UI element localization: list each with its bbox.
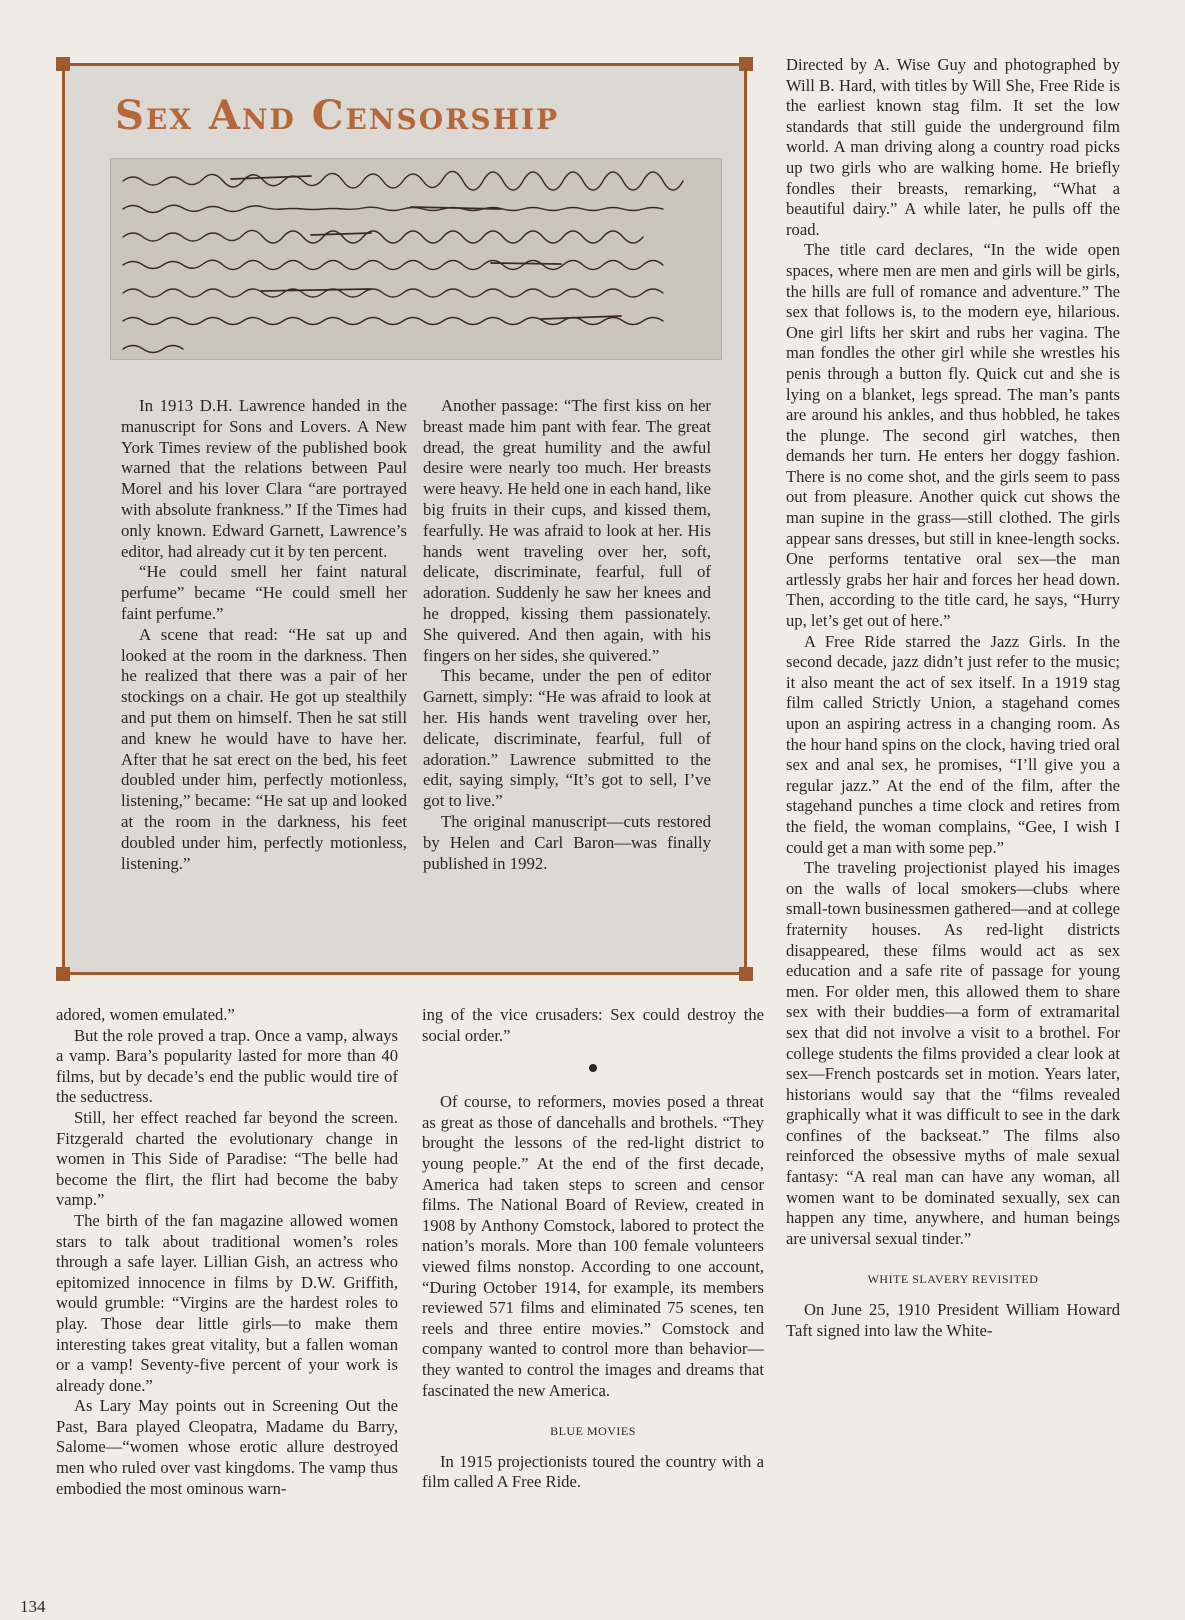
paragraph: On June 25, 1910 President William Howard Taft signed into law the White- (786, 1300, 1120, 1340)
sidebar-column-right (423, 396, 711, 874)
sidebar-paragraph: A scene that read: “He sat up and looked at the room in the darkness. Then he realized that there was a pair of her stockings on a chair. He got up stealthily and put them on himself. Then he sat still and knew he would have to have her. After that he sat erect on the bed, his feet doubled under him, perfectly motionless, listening,” became: “He sat up and looked at the room in the darkness, his feet doubled under him, perfectly motionless, listening.” (121, 624, 407, 873)
handwriting-icon (111, 159, 721, 359)
column-right (786, 55, 1120, 1341)
paragraph: But the role proved a trap. Once a vamp, always a vamp. Bara’s popularity lasted for more than 40 films, but by decade’s end the public would tire of the seductress. (56, 1025, 398, 1107)
paragraph: In 1915 projectionists toured the country with a film called A Free Ride. (422, 1451, 764, 1492)
subhead-blue-movies: BLUE MOVIES (550, 1424, 636, 1439)
corner-ornament (739, 57, 753, 71)
paragraph: Of course, to reformers, movies posed a threat as great as those of dancehalls and brothels. “They brought the lessons of the red-light district to young people.” At the end of the first decade, America had taken steps to screen and censor films. The National Board of Review, created in 1908 by Anthony Comstock, labored to protect the nation’s morals. More than 100 female volunteers viewed films nonstop. According to one account, “During October 1914, for example, its members reviewed 571 films and eliminated 75 scenes, ten reels and three entire movies.” Comstock and company wanted to control more than behavior—they wanted to control the images and dreams that fascinated the new America. (422, 1092, 764, 1400)
column-left (56, 1005, 398, 1499)
corner-ornament (56, 57, 70, 71)
sidebar-box (62, 63, 747, 975)
section-bullet-icon (589, 1064, 597, 1072)
sidebar-paragraph: Another passage: “The first kiss on her breast made him pant with fear. The great dread, the great humility and the awful desire were nearly too much. Her breasts were heavy. He held one in each hand, like big fruits in their cups, and kissed them, fearfully. He was afraid to look at her. His hands went traveling over her, soft, delicate, discriminate, fearful, full of adoration. Suddenly he saw her knees and he dropped, kissing them passionately. She quivered. And then again, with his fingers on her sides, she quivered.” (423, 396, 711, 665)
sidebar-title: Sex And Censorship (115, 92, 560, 139)
paragraph: A Free Ride starred the Jazz Girls. In the second decade, jazz didn’t just refer to the music; it also meant the act of sex itself. In a 1919 stag film called Strictly Union, a stagehand comes upon an aspiring actress in a changing room. As the hour hand spins on the clock, having tried oral sex and anal sex, he promises, “I’ll give you a regular jazz.” At the end of the film, after the stagehand punches a time clock and retires from the field, the woman complains, “Gee, I wish I could get a man with some pep.” (786, 631, 1120, 857)
paragraph: As Lary May points out in Screening Out the Past, Bara played Cleopatra, Madame du Barry, Salome—“women whose erotic allure destroyed men who ruled over vast kingdoms. The vamp thus embodied the most ominous warn- (56, 1396, 398, 1498)
sidebar-column-left (121, 396, 407, 874)
sidebar-paragraph: In 1913 D.H. Lawrence handed in the manuscript for Sons and Lovers. A New York Times review of the published book warned that the relations between Paul Morel and his lover Clara “are portrayed with absolute frankness.” If the Times had only known. Edward Garnett, Lawrence’s editor, had already cut it by ten percent. (121, 396, 407, 561)
paragraph: ing of the vice crusaders: Sex could destroy the social order.” (422, 1005, 764, 1045)
paragraph: The birth of the fan magazine allowed women stars to talk about traditional women’s roles through a safe layer. Lillian Gish, an actress who epitomized innocence in films by D.W. Griffith, would grumble: “Virgins are the hardest roles to play. Those dear little girls—to make them interesting takes great vitality, but a fallen woman or a vamp! Seventy-five percent of your work is already done.” (56, 1210, 398, 1395)
sidebar-paragraph: This became, under the pen of editor Garnett, simply: “He was afraid to look at her. His hands went traveling over her, delicate, discriminate, fearful, full of adoration.” Lawrence submitted to the edit, saying simply, “It’s got to sell, I’ve got to live.” (423, 666, 711, 811)
page-number: 134 (20, 1597, 46, 1616)
manuscript-image (110, 158, 722, 360)
paragraph: Directed by A. Wise Guy and photographed by Will B. Hard, with titles by Will She, Free Ride is the earliest known stag film. It set the low standards that still guide the underground film world. A man driving along a country road picks up two girls who are walking home. He briefly fondles their breasts, remarking, “What a beautiful dairy.” A while later, he pulls off the road. (786, 55, 1120, 239)
sidebar-paragraph: The original manuscript—cuts restored by Helen and Carl Baron—was finally published in 1992. (423, 811, 711, 873)
corner-ornament (739, 967, 753, 981)
subhead-white-slavery: WHITE SLAVERY REVISITED (867, 1272, 1039, 1287)
paragraph: The traveling projectionist played his images on the walls of local smokers—clubs where small-town businessmen gathered—and at college fraternity houses. As red-light districts disappeared, these films would act as sex education and a safe rite of passage for young men. For older men, this allowed them to share sex with their buddies—a form of extramarital sex that did not involve a visit to a brothel. For college students the films provided a clear look at sex—French postcards set in motion. Years later, historians would say that the “films revealed graphically what it was difficult to see in the dark confines of the backseat.” The films also reinforced the obsessive myths of male sexual fantasy: “A real man can have any woman, all women want to be dominated sexually, sex can happen any time, anywhere, and human beings are universal sexual tinder.” (786, 858, 1120, 1248)
corner-ornament (56, 967, 70, 981)
column-middle (422, 1005, 764, 1493)
sidebar-paragraph: “He could smell her faint natural perfume” became “He could smell her faint perfume.” (121, 562, 407, 623)
paragraph: The title card declares, “In the wide open spaces, where men are men and girls will be girls, the hills are full of romance and adventure.” The sex that follows is, to the modern eye, hilarious. One girl lifts her skirt and rubs her vagina. The man fondles the other girl while she wrestles his penis through a button fly. Quick cut and she is lying on a blanket, legs spread. The man’s pants are around his ankles, and thus hobbled, he takes the plunge. The second girl watches, then demands her turn. He enters her doggy fashion. There is no come shot, and the girls seem to pass out from pleasure. Another quick cut shows the man supine in the grass—still clothed. The girls appear sans dresses, but still in knee-length socks. One performs tentative oral sex—the man artlessly grabs her hair and forces her head down. Then, according to the title card, he says, “Hurry up, let’s get out of here.” (786, 240, 1120, 631)
paragraph: Still, her effect reached far beyond the screen. Fitzgerald charted the evolutionary change in women in This Side of Paradise: “The belle had become the flirt, the flirt had become the baby vamp.” (56, 1107, 398, 1210)
paragraph: adored, women emulated.” (56, 1005, 235, 1024)
